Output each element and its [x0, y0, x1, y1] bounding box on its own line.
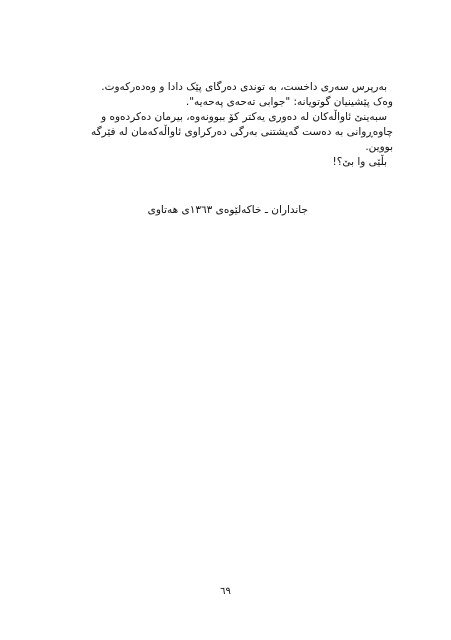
- paragraph-line: سبەینێ ئاواڵەکان لە دەوری یەکتر کۆ ببوونەوە، بیرمان دەکردەوە و: [101, 111, 387, 123]
- paragraph-line: وەک پێشینیان گوتویانە: "جوابی تەحەی پەحەیە".: [185, 96, 393, 108]
- paragraph-line: بڵێی وا بێ؟!: [332, 156, 387, 168]
- paragraph-line: بەرپرس سەری داخست، بە توندی دەرگای پێک دادا و وەدەرکەوت.: [101, 81, 387, 93]
- paragraph-line: چاوەڕوانی بە دەست گەیشتنی بەرگی دەرکراوی ئاواڵەکەمان لە فێرگە: [90, 126, 393, 138]
- page-number: ٦٩: [220, 586, 231, 597]
- body-text: [58, 80, 393, 170]
- paragraph-line: بووین.: [365, 141, 393, 153]
- place-date-signature: جانداران ـ خاکەلێوەی ١٣٦٣ی هەتاوی: [147, 204, 308, 216]
